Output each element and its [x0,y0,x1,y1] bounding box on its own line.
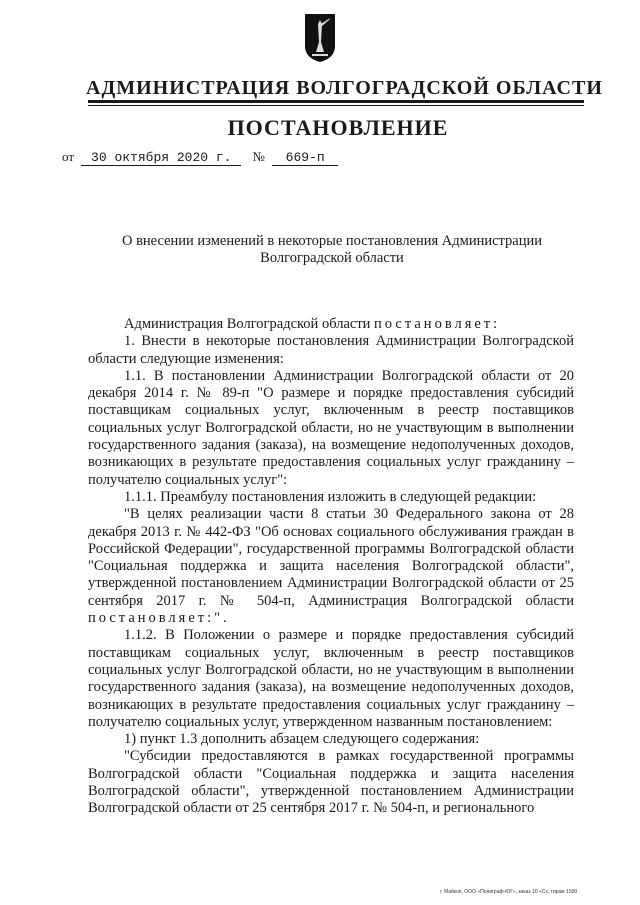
paragraph-1-1-1: 1.1.1. Преамбулу постановления изложить в следующей редакции: [124,488,537,505]
date-label: от [62,149,75,164]
paragraph-1-1-2: 1.1.2. В Положении о размере и порядке предоставления субсидий поставщикам социальных услуг, включенным в реестр поставщиков социальных услуг Волгоградской области, но не участвующим в выполнении государственного задания (заказа), на возмещение недополученных доходов, возникающих в результате предоставления социальных услуг гражданину – получателю социальных услуг, утвержденном названным постановлением: [88,627,574,730]
preamble-text: "В целях реализации части 8 статьи 30 Федерального закона от 28 декабря 2013 г. № 442-ФЗ "Об основах социального обслуживания граждан в Российской Федерации", государственной программы Волгоградской области "Социальная поддержка и защита населения Волгоградской области", утвержденной постановлением Администрации Волгоградской области от 25 сентября 2017 г. № 504-п, Администрация Волгоградской области [88,506,574,609]
print-footer: г. Майкоп, ООО «Полиграф-ЮГ», заказ 10 «Сх, тираж 1500 [440,889,578,895]
item-1: 1) пункт 1.3 дополнить абзацем следующего содержания: [124,731,480,748]
intro-text: Администрация Волгоградской области [124,316,371,332]
header-rule-thick [88,100,584,103]
number-label: № [252,149,265,164]
subsidy-quote: "Субсидии предоставляются в рамках государственной программы Волгоградской области "Социальная поддержка и защита населения Волгоградской области", утвержденной постановлением Администрации Волгоградской области от 25 сентября 2017 г. № 504-п, и регионального [88,748,574,817]
document-type: ПОСТАНОВЛЕНИЕ [227,115,449,140]
preamble-quote [88,506,574,627]
paragraph-1-1: 1.1. В постановлении Администрации Волгоградской области от 20 декабря 2014 г. № 89-п "О размере и порядке предоставления субсидий поставщикам социальных услуг, включенным в реестр поставщиков социальных услуг Волгоградской области, но не участвующим в выполнении государственного задания (заказа), на возмещение недополученных доходов, возникающих в результате предоставления социальных услуг гражданину – получателю социальных услуг": [88,367,574,488]
paragraph-1: 1. Внести в некоторые постановления Администрации Волгоградской области следующие изменения: [88,333,574,367]
intro-action: постановляет: [374,316,501,332]
organization-title: АДМИНИСТРАЦИЯ ВОЛГОГРАДСКОЙ ОБЛАСТИ [86,77,603,99]
dateline [62,149,338,166]
document-number: 669-п [272,151,338,166]
preamble-action: постановляет:". [88,610,230,627]
intro-paragraph [88,316,574,333]
header-rule-thin [88,105,584,106]
document-subject: О внесении изменений в некоторые постановления Администрации Волгоградской области [121,233,543,266]
document-body [88,316,574,818]
document-date: 30 октября 2020 г. [81,151,241,166]
coat-of-arms-icon [303,12,337,64]
